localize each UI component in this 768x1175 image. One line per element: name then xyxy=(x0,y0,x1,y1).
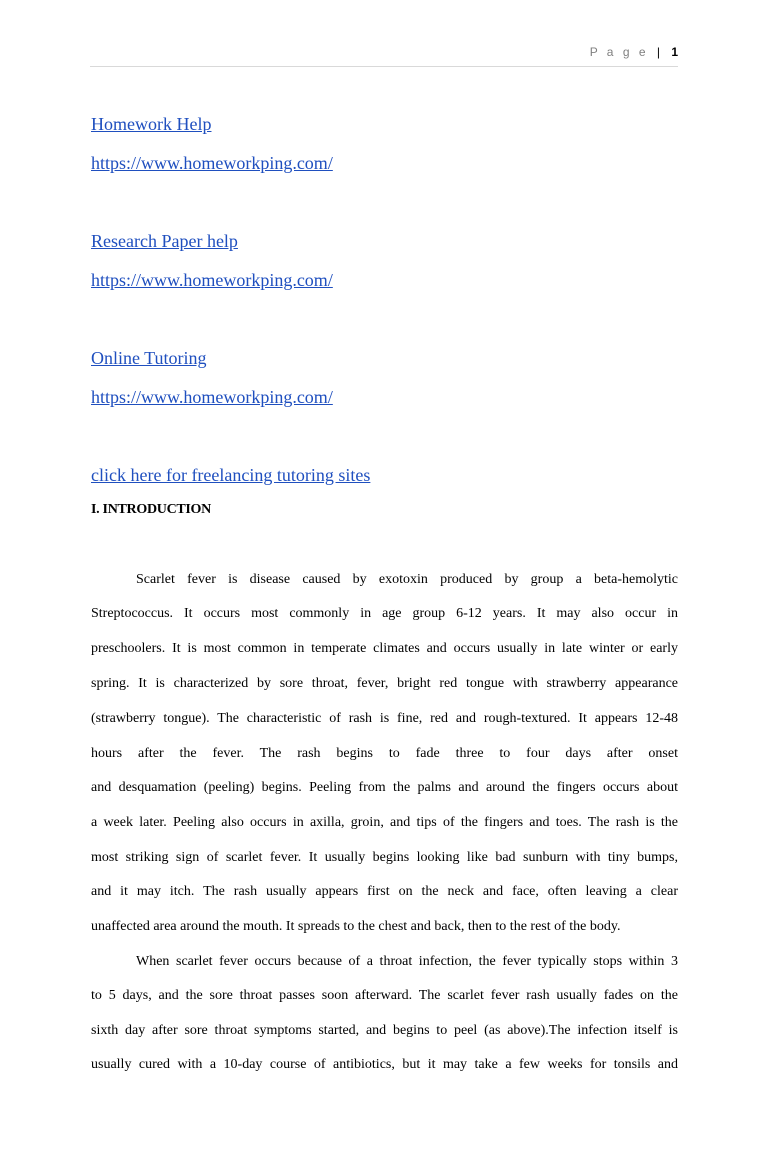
research-paper-help-link[interactable]: Research Paper help xyxy=(91,231,238,251)
paragraph-line: When scarlet fever occurs because of a throat infection, the fever typically stops within 3 xyxy=(136,954,678,969)
paragraph-line: to 5 days, and the sore throat passes soon afterward. The scarlet fever rash usually fades on the xyxy=(91,988,678,1003)
paragraph-line: spring. It is characterized by sore throat, fever, bright red tongue with strawberry appearance xyxy=(91,676,678,691)
paragraph-line: preschoolers. It is most common in temperate climates and occurs usually in late winter or early xyxy=(91,641,678,656)
paragraph-line: a week later. Peeling also occurs in axilla, groin, and tips of the fingers and toes. The rash is the xyxy=(91,815,678,830)
research-paper-url-link[interactable]: https://www.homeworkping.com/ xyxy=(91,270,333,290)
header-divider xyxy=(90,66,678,67)
section-heading: I. INTRODUCTION xyxy=(91,502,211,517)
paragraph-line: and desquamation (peeling) begins. Peeling from the palms and around the fingers occurs about xyxy=(91,780,678,795)
paragraph-line: hours after the fever. The rash begins to fade three to four days after onset xyxy=(91,746,678,761)
page-label: P a g e xyxy=(589,45,649,59)
paragraph-line: most striking sign of scarlet fever. It usually begins looking like bad sunburn with tiny bumps, xyxy=(91,850,678,865)
page-separator: | xyxy=(656,45,660,59)
paragraph-line: and it may itch. The rash usually appears first on the neck and face, often leaving a clear xyxy=(91,884,678,899)
page-number: 1 xyxy=(671,45,678,59)
paragraph-line: Streptococcus. It occurs most commonly in age group 6-12 years. It may also occur in xyxy=(91,606,678,621)
online-tutoring-link[interactable]: Online Tutoring xyxy=(91,348,207,368)
paragraph-line: (strawberry tongue). The characteristic of rash is fine, red and rough-textured. It appears 12-48 xyxy=(91,711,678,726)
page-header xyxy=(590,45,678,59)
paragraph-line: Scarlet fever is disease caused by exotoxin produced by group a beta-hemolytic xyxy=(136,572,678,587)
homework-help-link[interactable]: Homework Help xyxy=(91,114,212,134)
homework-help-url-link[interactable]: https://www.homeworkping.com/ xyxy=(91,153,333,173)
freelancing-tutoring-link[interactable]: click here for freelancing tutoring sites xyxy=(91,465,371,485)
paragraph-line: sixth day after sore throat symptoms started, and begins to peel (as above).The infection itself is xyxy=(91,1023,678,1038)
paragraph-line: unaffected area around the mouth. It spreads to the chest and back, then to the rest of the body. xyxy=(91,919,621,934)
online-tutoring-url-link[interactable]: https://www.homeworkping.com/ xyxy=(91,387,333,407)
paragraph-line: usually cured with a 10-day course of antibiotics, but it may take a few weeks for tonsils and xyxy=(91,1057,678,1072)
